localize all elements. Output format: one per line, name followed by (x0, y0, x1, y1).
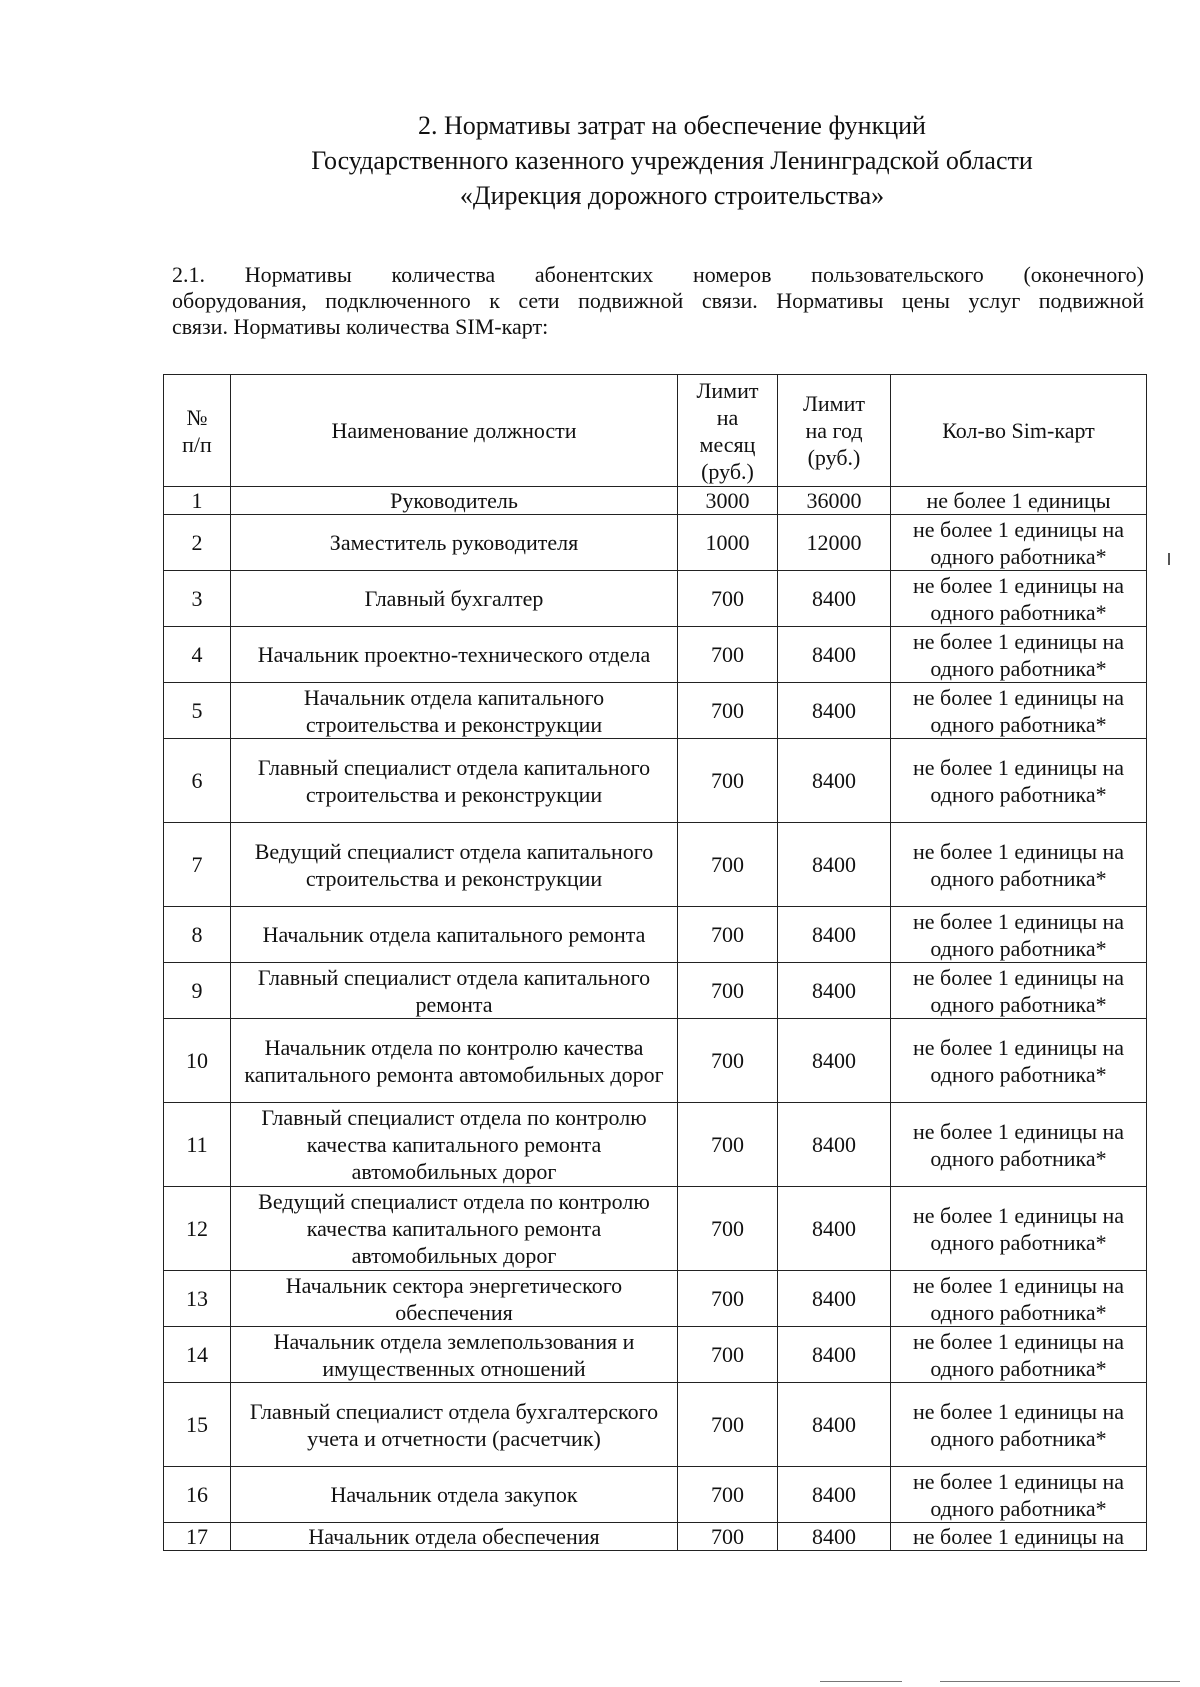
table-row (164, 1383, 1147, 1467)
cell-sim-count: не более 1 единицы (891, 487, 1147, 515)
table-row (164, 1019, 1147, 1103)
table-row (164, 683, 1147, 739)
intro-line-1: 2.1. Нормативы количества абонентских номеров пользовательского (оконечного) (172, 262, 1144, 287)
cell-position: Ведущий специалист отдела капитального строительства и реконструкции (231, 823, 678, 907)
cell-year-limit: 8400 (778, 1523, 891, 1551)
table-row (164, 515, 1147, 571)
cell-month-limit: 700 (678, 627, 778, 683)
table-body (164, 487, 1147, 1551)
cell-sim-count: не более 1 единицы на одного работника* (891, 1187, 1147, 1271)
title-line-1: 2. Нормативы затрат на обеспечение функций (418, 111, 926, 140)
cell-year-limit: 8400 (778, 1271, 891, 1327)
col-header-month-limit: Лимит на месяц (руб.) (678, 375, 778, 487)
cell-year-limit: 8400 (778, 823, 891, 907)
col-header-sim-count: Кол-во Sim-карт (891, 375, 1147, 487)
cell-sim-count: не более 1 единицы на одного работника* (891, 1103, 1147, 1187)
table-row (164, 487, 1147, 515)
cell-sim-count: не более 1 единицы на (891, 1523, 1147, 1551)
cell-year-limit: 8400 (778, 1019, 891, 1103)
cell-num: 13 (164, 1271, 231, 1327)
cell-year-limit: 8400 (778, 683, 891, 739)
cell-num: 16 (164, 1467, 231, 1523)
cell-month-limit: 700 (678, 1187, 778, 1271)
cell-month-limit: 700 (678, 1271, 778, 1327)
cell-sim-count: не более 1 единицы на одного работника* (891, 1383, 1147, 1467)
cell-year-limit: 8400 (778, 627, 891, 683)
cell-month-limit: 3000 (678, 487, 778, 515)
cell-year-limit: 8400 (778, 571, 891, 627)
cell-num: 3 (164, 571, 231, 627)
table-row (164, 571, 1147, 627)
cell-sim-count: не более 1 единицы на одного работника* (891, 627, 1147, 683)
cell-year-limit: 8400 (778, 739, 891, 823)
col-header-num: № п/п (164, 375, 231, 487)
cell-position: Начальник отдела землепользования и имущественных отношений (231, 1327, 678, 1383)
cell-month-limit: 700 (678, 1019, 778, 1103)
cell-year-limit: 8400 (778, 1103, 891, 1187)
cell-month-limit: 700 (678, 1467, 778, 1523)
cell-month-limit: 1000 (678, 515, 778, 571)
cell-num: 17 (164, 1523, 231, 1551)
page-title (172, 108, 1172, 213)
cell-sim-count: не более 1 единицы на одного работника* (891, 823, 1147, 907)
cell-month-limit: 700 (678, 1103, 778, 1187)
cell-position: Заместитель руководителя (231, 515, 678, 571)
table-row (164, 1103, 1147, 1187)
cell-month-limit: 700 (678, 739, 778, 823)
cell-num: 12 (164, 1187, 231, 1271)
cell-month-limit: 700 (678, 683, 778, 739)
table-row (164, 1327, 1147, 1383)
cell-month-limit: 700 (678, 571, 778, 627)
table-row (164, 1467, 1147, 1523)
cell-sim-count: не более 1 единицы на одного работника* (891, 1327, 1147, 1383)
cell-num: 6 (164, 739, 231, 823)
table-row (164, 1523, 1147, 1551)
cell-num: 1 (164, 487, 231, 515)
cell-num: 8 (164, 907, 231, 963)
col-header-position: Наименование должности (231, 375, 678, 487)
table-header-row (164, 375, 1147, 487)
cell-num: 11 (164, 1103, 231, 1187)
cell-position: Начальник отдела обеспечения (231, 1523, 678, 1551)
cell-position: Главный специалист отдела по контролю качества капитального ремонта автомобильных дорог (231, 1103, 678, 1187)
table-row (164, 1271, 1147, 1327)
cell-year-limit: 8400 (778, 963, 891, 1019)
cell-sim-count: не более 1 единицы на одного работника* (891, 1467, 1147, 1523)
cell-sim-count: не более 1 единицы на одного работника* (891, 1019, 1147, 1103)
table-row (164, 907, 1147, 963)
cell-year-limit: 36000 (778, 487, 891, 515)
cell-position: Руководитель (231, 487, 678, 515)
cell-num: 2 (164, 515, 231, 571)
cell-sim-count: не более 1 единицы на одного работника* (891, 683, 1147, 739)
title-line-2: Государственного казенного учреждения Ленинградской области (311, 146, 1033, 175)
cell-month-limit: 700 (678, 1327, 778, 1383)
cell-num: 4 (164, 627, 231, 683)
cell-sim-count: не более 1 единицы на одного работника* (891, 739, 1147, 823)
cell-position: Главный специалист отдела капитального ремонта (231, 963, 678, 1019)
cell-year-limit: 12000 (778, 515, 891, 571)
cell-year-limit: 8400 (778, 907, 891, 963)
cell-year-limit: 8400 (778, 1467, 891, 1523)
cell-position: Главный специалист отдела капитального строительства и реконструкции (231, 739, 678, 823)
cell-month-limit: 700 (678, 907, 778, 963)
cell-month-limit: 700 (678, 1383, 778, 1467)
cell-position: Ведущий специалист отдела по контролю качества капитального ремонта автомобильных дорог (231, 1187, 678, 1271)
cell-sim-count: не более 1 единицы на одного работника* (891, 1271, 1147, 1327)
cell-num: 7 (164, 823, 231, 907)
cell-year-limit: 8400 (778, 1187, 891, 1271)
table-row (164, 1187, 1147, 1271)
scan-mark (1168, 553, 1170, 565)
col-header-year-limit: Лимит на год (руб.) (778, 375, 891, 487)
norms-table (163, 374, 1147, 1551)
cell-position: Начальник отдела по контролю качества капитального ремонта автомобильных дорог (231, 1019, 678, 1103)
cell-num: 15 (164, 1383, 231, 1467)
table-row (164, 739, 1147, 823)
cell-sim-count: не более 1 единицы на одного работника* (891, 907, 1147, 963)
cell-position: Начальник отдела капитального ремонта (231, 907, 678, 963)
cell-position: Начальник сектора энергетического обеспечения (231, 1271, 678, 1327)
cell-num: 14 (164, 1327, 231, 1383)
cell-position: Начальник проектно-технического отдела (231, 627, 678, 683)
cell-position: Главный бухгалтер (231, 571, 678, 627)
cell-sim-count: не более 1 единицы на одного работника* (891, 515, 1147, 571)
cell-month-limit: 700 (678, 1523, 778, 1551)
cell-year-limit: 8400 (778, 1383, 891, 1467)
intro-paragraph (172, 262, 1144, 340)
bottom-rule (820, 1681, 902, 1682)
intro-line-2: оборудования, подключенного к сети подвижной связи. Нормативы цены услуг подвижной (172, 288, 1144, 313)
cell-sim-count: не более 1 единицы на одного работника* (891, 571, 1147, 627)
cell-year-limit: 8400 (778, 1327, 891, 1383)
cell-sim-count: не более 1 единицы на одного работника* (891, 963, 1147, 1019)
intro-line-3: связи. Нормативы количества SIM-карт: (172, 314, 549, 339)
table-row (164, 963, 1147, 1019)
table-row (164, 627, 1147, 683)
table-row (164, 823, 1147, 907)
cell-month-limit: 700 (678, 963, 778, 1019)
title-line-3: «Дирекция дорожного строительства» (459, 181, 885, 210)
cell-position: Начальник отдела закупок (231, 1467, 678, 1523)
bottom-rule (940, 1681, 1180, 1682)
cell-num: 9 (164, 963, 231, 1019)
cell-month-limit: 700 (678, 823, 778, 907)
cell-num: 5 (164, 683, 231, 739)
cell-position: Начальник отдела капитального строительства и реконструкции (231, 683, 678, 739)
cell-num: 10 (164, 1019, 231, 1103)
cell-position: Главный специалист отдела бухгалтерского учета и отчетности (расчетчик) (231, 1383, 678, 1467)
